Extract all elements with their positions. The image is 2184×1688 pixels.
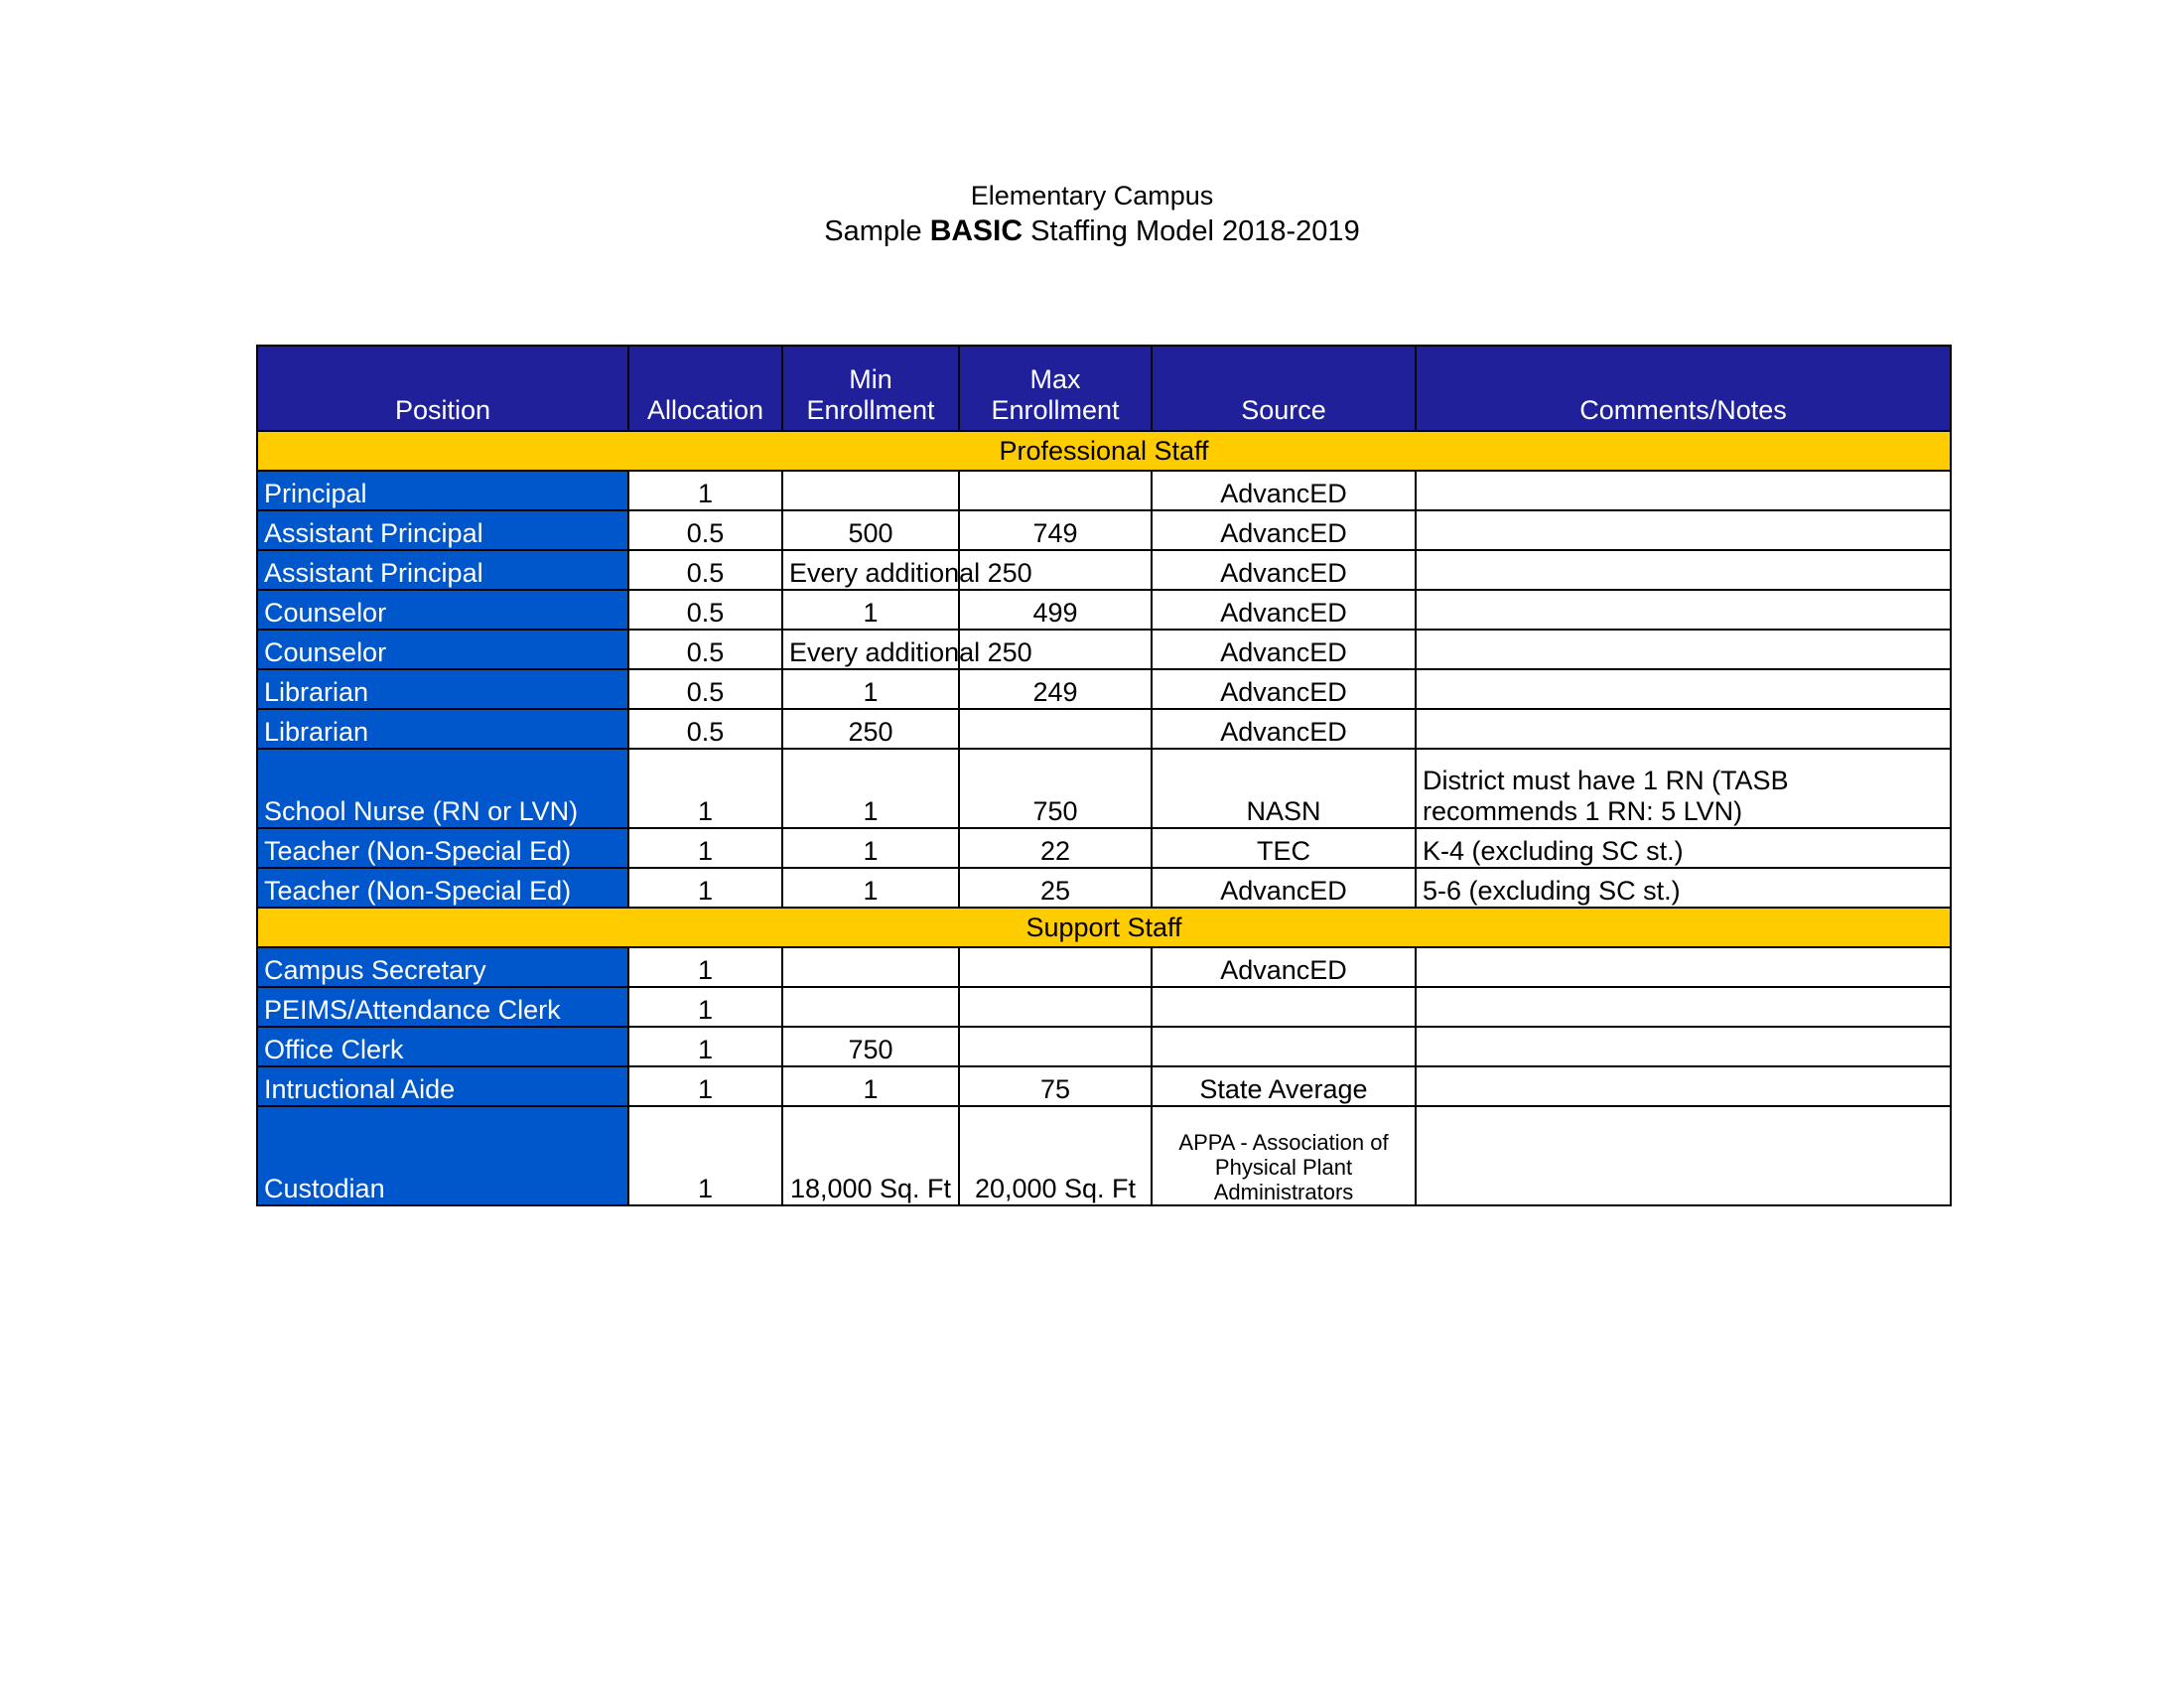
cell-source: APPA - Association of Physical Plant Administrators: [1152, 1106, 1416, 1205]
cell-position: PEIMS/Attendance Clerk: [257, 987, 628, 1027]
cell-max: 750: [959, 749, 1152, 828]
header-position: Position: [257, 346, 628, 431]
cell-comments: [1416, 1106, 1951, 1205]
page-title: Elementary Campus: [970, 181, 1214, 211]
header-min-enrollment: [782, 346, 959, 431]
table-row: [257, 828, 1951, 868]
header-allocation: Allocation: [628, 346, 782, 431]
subtitle-bold: BASIC: [929, 214, 1024, 247]
cell-min: 250: [782, 709, 959, 749]
cell-position: School Nurse (RN or LVN): [257, 749, 628, 828]
cell-position: Campus Secretary: [257, 947, 628, 987]
cell-position: Assistant Principal: [257, 510, 628, 550]
cell-comments: [1416, 510, 1951, 550]
cell-allocation: 0.5: [628, 590, 782, 630]
table-row: [257, 987, 1951, 1027]
cell-max: 249: [959, 669, 1152, 709]
cell-position: Custodian: [257, 1106, 628, 1205]
cell-max: 25: [959, 868, 1152, 908]
cell-comments: [1416, 1066, 1951, 1106]
cell-max: 22: [959, 828, 1152, 868]
cell-position: Assistant Principal: [257, 550, 628, 590]
cell-min-text: Every additional 250: [789, 558, 1032, 588]
cell-position: Counselor: [257, 630, 628, 669]
header-min-line2: Enrollment: [806, 395, 935, 425]
cell-comments: [1416, 669, 1951, 709]
cell-min: 1: [782, 828, 959, 868]
header-source: Source: [1152, 346, 1416, 431]
table-row: [257, 947, 1951, 987]
cell-source: AdvancED: [1152, 510, 1416, 550]
cell-source: AdvancED: [1152, 669, 1416, 709]
cell-position: Counselor: [257, 590, 628, 630]
cell-comments: 5-6 (excluding SC st.): [1416, 868, 1951, 908]
cell-allocation: 1: [628, 1066, 782, 1106]
table-row: [257, 1027, 1951, 1066]
cell-comments: [1416, 987, 1951, 1027]
cell-allocation: 0.5: [628, 630, 782, 669]
cell-source: AdvancED: [1152, 630, 1416, 669]
cell-min-text: Every additional 250: [789, 637, 1032, 667]
table-row: [257, 471, 1951, 510]
cell-allocation: 0.5: [628, 550, 782, 590]
table-row: [257, 709, 1951, 749]
cell-allocation: 1: [628, 471, 782, 510]
header-max-line2: Enrollment: [991, 395, 1120, 425]
header-comments: Comments/Notes: [1416, 346, 1951, 431]
table-row: [257, 1106, 1951, 1205]
cell-min: 18,000 Sq. Ft: [782, 1106, 959, 1205]
cell-max: 20,000 Sq. Ft: [959, 1106, 1152, 1205]
cell-source: [1152, 987, 1416, 1027]
subtitle-suffix: Staffing Model 2018-2019: [1023, 215, 1360, 247]
cell-position: Librarian: [257, 669, 628, 709]
cell-max: 749: [959, 510, 1152, 550]
cell-max: [959, 471, 1152, 510]
cell-source: TEC: [1152, 828, 1416, 868]
cell-max: [959, 947, 1152, 987]
cell-allocation: 1: [628, 868, 782, 908]
cell-position: Principal: [257, 471, 628, 510]
cell-source: NASN: [1152, 749, 1416, 828]
cell-allocation: 1: [628, 1106, 782, 1205]
cell-comments: [1416, 590, 1951, 630]
cell-source: AdvancED: [1152, 550, 1416, 590]
cell-allocation: 1: [628, 987, 782, 1027]
cell-min: 1: [782, 669, 959, 709]
cell-max: 499: [959, 590, 1152, 630]
cell-allocation: 1: [628, 828, 782, 868]
cell-comments: [1416, 471, 1951, 510]
cell-max: [959, 987, 1152, 1027]
section-label: Support Staff: [257, 908, 1951, 947]
cell-min: [782, 987, 959, 1027]
table-row: [257, 590, 1951, 630]
header-max-line1: Max: [1029, 364, 1081, 394]
cell-min: 500: [782, 510, 959, 550]
cell-max: 75: [959, 1066, 1152, 1106]
table-row: [257, 510, 1951, 550]
table-row: [257, 749, 1951, 828]
cell-min: 1: [782, 1066, 959, 1106]
table-row: [257, 1066, 1951, 1106]
cell-position: Teacher (Non-Special Ed): [257, 828, 628, 868]
table-row: [257, 669, 1951, 709]
cell-source: AdvancED: [1152, 471, 1416, 510]
header-min-line1: Min: [849, 364, 892, 394]
header-row: [257, 346, 1951, 431]
cell-min: [782, 550, 1032, 590]
cell-min: 1: [782, 868, 959, 908]
section-row-professional: [257, 431, 1951, 471]
cell-position: Librarian: [257, 709, 628, 749]
table-row: [257, 630, 1951, 669]
cell-comments: [1416, 709, 1951, 749]
subtitle-prefix: Sample: [824, 215, 930, 247]
header-max-enrollment: [959, 346, 1152, 431]
cell-allocation: 1: [628, 947, 782, 987]
cell-allocation: 1: [628, 1027, 782, 1066]
cell-allocation: 0.5: [628, 669, 782, 709]
staffing-table: [256, 345, 1952, 1206]
cell-min: 750: [782, 1027, 959, 1066]
cell-allocation: 0.5: [628, 709, 782, 749]
cell-min: [782, 471, 959, 510]
cell-min: [782, 630, 1032, 669]
cell-allocation: 0.5: [628, 510, 782, 550]
cell-comments: [1416, 947, 1951, 987]
cell-source: [1152, 1027, 1416, 1066]
cell-position: Office Clerk: [257, 1027, 628, 1066]
cell-source: AdvancED: [1152, 709, 1416, 749]
table-row: [257, 868, 1951, 908]
cell-source: State Average: [1152, 1066, 1416, 1106]
cell-source: AdvancED: [1152, 590, 1416, 630]
cell-source: AdvancED: [1152, 947, 1416, 987]
page-subtitle: [0, 212, 2184, 250]
table-row: [257, 550, 1951, 590]
cell-source: AdvancED: [1152, 868, 1416, 908]
cell-comments: [1416, 630, 1951, 669]
cell-max: [959, 709, 1152, 749]
cell-position: Intructional Aide: [257, 1066, 628, 1106]
cell-comments: K-4 (excluding SC st.): [1416, 828, 1951, 868]
cell-allocation: 1: [628, 749, 782, 828]
section-label: Professional Staff: [257, 431, 1951, 471]
cell-min: [782, 947, 959, 987]
cell-comments: [1416, 550, 1951, 590]
cell-position: Teacher (Non-Special Ed): [257, 868, 628, 908]
cell-max: [959, 1027, 1152, 1066]
cell-min: 1: [782, 749, 959, 828]
cell-comments: District must have 1 RN (TASB recommends 1 RN: 5 LVN): [1416, 749, 1951, 828]
cell-comments: [1416, 1027, 1951, 1066]
cell-min: 1: [782, 590, 959, 630]
section-row-support: [257, 908, 1951, 947]
